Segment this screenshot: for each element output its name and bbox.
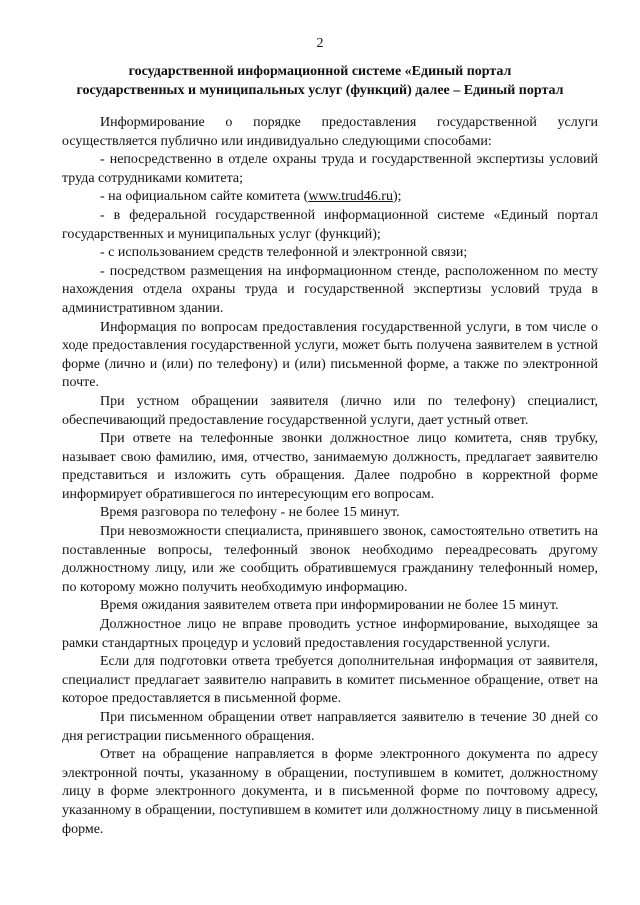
list-item: - с использованием средств телефонной и электронной связи;	[100, 245, 468, 261]
paragraph: При ответе на телефонные звонки должностное лицо комитета, сняв трубку, называет свою фамилию, имя, отчество, занимаемую должность, предлагает заявителю представиться и изложить суть обращения. Далее подробно в корректной форме информирует обратившегося по интересующим его вопросам.	[62, 431, 598, 502]
paragraph: Информирование о порядке предоставления государственной услуги осуществляется публично или индивидуально следующими способами:	[62, 115, 598, 149]
paragraph: Время ожидания заявителем ответа при информировании не более 15 минут.	[100, 598, 559, 614]
list-item: - в федеральной государственной информационной системе «Единый портал государственных и муниципальных услуг (функций);	[62, 207, 598, 242]
page-number: 2	[316, 36, 324, 51]
list-item: - посредством размещения на информационном стенде, расположенном по месту нахождения отдела охраны труда и государственной экспертизы условий труда в административном здании.	[62, 263, 598, 316]
paragraph: Время разговора по телефону - не более 15 минут.	[100, 505, 400, 521]
paragraph: Информация по вопросам предоставления государственной услуги, в том числе о ходе предоставления государственной услуги, может быть получена заявителем в устной форме (лично и (или) по телефону) и (или) письменной форме, а также по электронной почте.	[62, 319, 598, 391]
paragraph: При невозможности специалиста, принявшего звонок, самостоятельно ответить на поставленные вопросы, телефонный звонок необходимо переадресовать другому должностному лицу, или же сообщить обратившемуся гражданину телефонный номер, по которому можно получить необходимую информацию.	[62, 524, 598, 595]
body-text	[62, 114, 598, 839]
paragraph: Если для подготовки ответа требуется дополнительная информация от заявителя, специалист предлагает заявителю направить в комитет письменное обращение, ответ на которое предоставляется в письменной форме.	[62, 654, 598, 707]
website-link[interactable]: www.trud46.ru	[308, 189, 393, 205]
paragraph: Должностное лицо не вправе проводить устное информирование, выходящее за рамки стандартных процедур и условий предоставления государственной услуги.	[62, 617, 598, 651]
list-item-text: - на официальном сайте комитета (	[100, 189, 309, 205]
heading-line-1: государственной информационной системе «Единый портал	[128, 64, 512, 79]
heading-line-2: государственных и муниципальных услуг (функций) далее – Единый портал	[76, 83, 564, 98]
list-item: - непосредственно в отделе охраны труда и государственной экспертизы условий труда сотрудниками комитета;	[62, 152, 598, 186]
section-heading	[40, 62, 600, 100]
list-item	[62, 188, 598, 207]
paragraph: При письменном обращении ответ направляется заявителю в течение 30 дней со дня регистрации письменного обращения.	[62, 710, 598, 744]
list-item-text: );	[392, 189, 402, 205]
paragraph: При устном обращении заявителя (лично или по телефону) специалист, обеспечивающий предоставление государственной услуги, дает устный ответ.	[62, 393, 598, 428]
paragraph: Ответ на обращение направляется в форме электронного документа по адресу электронной почты, указанному в обращении, поступившем в комитет, должностному лицу в форме электронного документа, и в письменной форме по почтовому адресу, указанному в обращении, поступившем в комитет или должностному лицу в письменной форме.	[62, 747, 598, 837]
